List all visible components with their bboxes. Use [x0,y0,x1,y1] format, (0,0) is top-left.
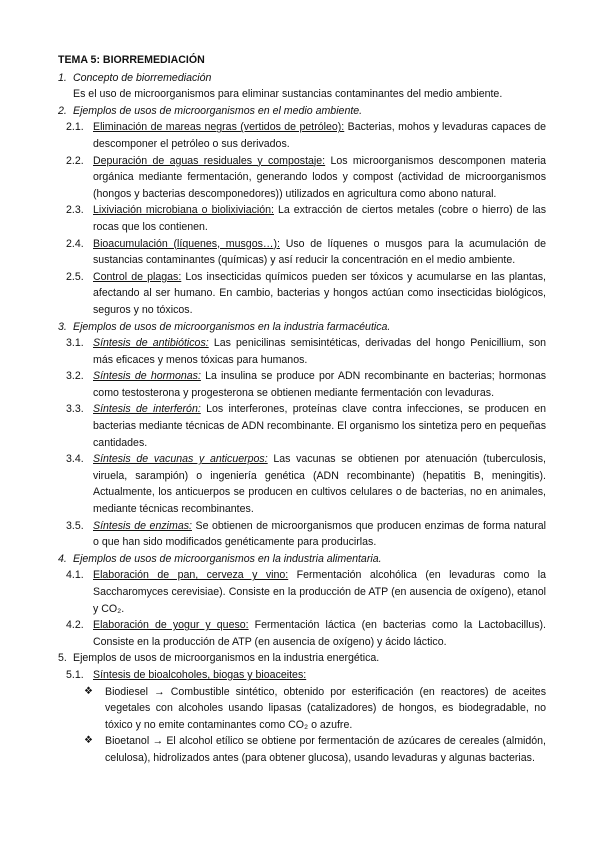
list-item [58,202,546,235]
document-page [58,52,546,767]
item-term: Síntesis de enzimas: [93,519,192,532]
document-title: TEMA 5: BIORREMEDIACIÓN [58,54,205,66]
list-item [58,153,546,203]
list-item [58,617,546,650]
diamond-bullet-icon: ❖ [84,735,93,747]
item-term: Control de plagas: [93,270,182,283]
item-term: Síntesis de interferón: [93,403,201,416]
section-heading-text: Ejemplos de usos de microorganismos en la industria alimentaria. [73,552,382,565]
item-number: 2.5. [66,270,84,283]
item-number: 2.4. [66,237,84,250]
list-item [58,567,546,617]
item-number: 3.2. [66,370,84,383]
item-term: Síntesis de bioalcoholes, biogas y bioaceites: [93,668,307,681]
item-text: Los interferones, proteínas clave contra infecciones, se producen en bacterias mediante técnicas de ADN recombinante. El organismo los sintetiza pero en pequeñas cantidades. [93,403,546,449]
bullet-item [58,733,546,766]
list-item [58,401,546,451]
list-item [58,119,546,152]
item-text: La extracción de ciertos metales (cobre o hierro) de las rocas que los contienen. [93,204,546,233]
item-number: 2.2. [66,154,84,167]
section-heading-text: Ejemplos de usos de microorganismos en el medio ambiente. [73,104,363,117]
section-heading-4 [58,551,546,568]
bullet-text: Bioetanol → El alcohol etílico se obtiene por fermentación de azúcares de cereales (almidón, celulosa), hidrolizados antes (para obtener glucosa), usando levaduras y algunas bacterias. [105,735,546,764]
list-item [58,518,546,551]
item-term: Bioacumulación (líquenes, musgos…): [93,237,280,250]
bullet-text: Biodiesel → Combustible sintético, obtenido por esterificación (en reactores) de aceites vegetales con alcoholes usando lipasas (catalizadores) de hongos, es biodegradable, no tóxico y no emite contaminantes como CO₂ o azufre. [105,685,546,731]
item-term: Eliminación de mareas negras (vertidos de petróleo): [93,121,345,134]
list-item [58,667,546,684]
section-number: 4. [58,552,67,565]
item-number: 3.4. [66,453,84,466]
item-text: Uso de líquenes o musgos para la acumulación de sustancias contaminantes (químicas) y así reducir la concentración en el medio ambiente. [93,237,546,267]
item-number: 2.1. [66,121,84,134]
list-item [58,368,546,401]
list-item [58,236,546,269]
item-term: Depuración de aguas residuales y compostaje: [93,154,326,167]
item-text: Los microorganismos descomponen materia orgánica mediante fermentación, generando lodos y compost (actividad de microorganismos (hongos y bacterias descomponedores)) utilizados en agricultura como abono natural. [93,154,547,200]
section-number: 5. [58,652,67,665]
item-term: Elaboración de yogur y queso: [93,619,249,632]
section-number: 3. [58,320,67,333]
item-number: 5.1. [66,668,84,681]
list-item [58,335,546,368]
item-term: Síntesis de vacunas y anticuerpos: [93,453,268,466]
item-text: Las vacunas se obtienen por atenuación (tuberculosis, viruela, sarampión) o ingeniería genética (ADN recombinante) (hepatitis B, meningitis). Actualmente, los anticuerpos se producen en cultivos celulares o de bacterias, no en animales, mediante técnicas recombinantes. [93,453,547,516]
item-number: 3.5. [66,519,84,532]
section-number: 1. [58,71,67,84]
item-term: Síntesis de hormonas: [93,370,201,383]
section-heading-text: Ejemplos de usos de microorganismos en la industria energética. [73,652,380,665]
item-text: Fermentación láctica (en bacterias como la Lactobacillus). Consiste en la producción de ATP (en ausencia de oxígeno) y ácido láctico. [93,619,547,648]
section-heading-2 [58,103,546,120]
list-item [58,269,546,319]
section-heading-5 [58,650,546,667]
item-text: Bacterias, mohos y levaduras capaces de descomponer el petróleo o sus derivados. [93,121,546,150]
item-text: Los insecticidas químicos pueden ser tóxicos y acumularse en las plantas, afectando al ser humano. En cambio, bacterias y hongos actúan como insecticidas biológicos, seguros y no tóxicos. [93,270,546,316]
section-heading-3 [58,319,546,336]
item-text: Las penicilinas semisintéticas, derivadas del hongo Penicillium, son más eficaces y menos tóxicas para humanos. [93,337,546,366]
item-number: 2.3. [66,204,84,217]
diamond-bullet-icon: ❖ [84,685,93,697]
item-number: 3.3. [66,403,84,416]
item-text: Se obtienen de microorganismos que producen enzimas de forma natural o que han sido modificados genéticamente para producirlas. [93,519,546,549]
item-text: Fermentación alcohólica (en levaduras como la Saccharomyces cerevisiae). Consiste en la producción de ATP (en ausencia de oxígeno), etanol y CO₂. [93,569,547,615]
bullet-item [58,684,546,734]
item-term: Elaboración de pan, cerveza y vino: [93,569,289,582]
section-heading-text: Concepto de biorremediación [73,71,212,84]
section-number: 2. [58,104,67,117]
item-term: Lixiviación microbiana o biolixiviación: [93,204,274,217]
item-number: 4.1. [66,569,84,582]
section-1-definition: Es el uso de microorganismos para eliminar sustancias contaminantes del medio ambiente. [73,88,503,101]
item-term: Síntesis de antibióticos: [93,337,209,350]
section-heading-text: Ejemplos de usos de microorganismos en la industria farmacéutica. [73,320,391,333]
item-number: 3.1. [66,337,84,350]
item-text: La insulina se produce por ADN recombinante en bacterias; hormonas como testosterona y progesterona se obtienen mediante fermentación con levaduras. [93,370,547,399]
section-heading-1 [58,70,546,87]
item-number: 4.2. [66,619,84,632]
list-item [58,451,546,517]
